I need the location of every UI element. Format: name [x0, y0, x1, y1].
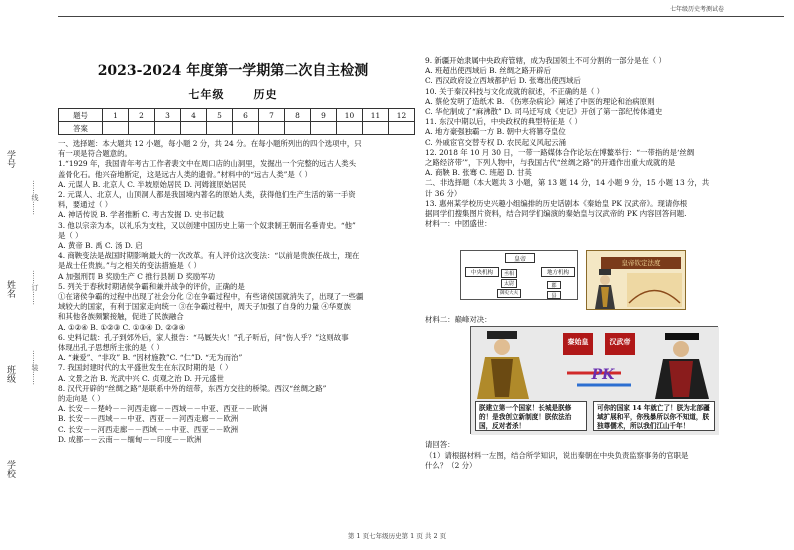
answer-cell[interactable] — [363, 122, 389, 135]
answer-table-answer-row — [59, 122, 415, 135]
diagram-official-commander: 太尉 — [501, 279, 517, 288]
header-text: 七年级历史考测试卷 — [669, 6, 724, 13]
exam-subtitle — [58, 86, 408, 102]
banner-decoration-icon — [627, 273, 682, 307]
answer-cell[interactable] — [259, 122, 285, 135]
exam-title: 2023-2024 年度第一学期第二次自主检测 — [97, 63, 369, 79]
grade-label: 七年级 — [188, 88, 225, 101]
left-text-line: A. 元谋人 B. 北京人 C. 半坡原始居民 D. 河姆渡原始居民 — [58, 179, 247, 189]
right-text-line: 材料一：中团盛世： — [425, 219, 492, 229]
right-text-line: 12. 2018 年 10 月 30 日，一带一路媒体合作论坛在博鳌举行：“一带指的是‘丝绸 — [425, 147, 695, 157]
margin-sep-line: ……线…… — [31, 180, 39, 215]
right-text-line: C. 华佗制成了“麻沸散” D. 司马迁写成《史记》开创了第一部纪传体通史 — [425, 107, 663, 117]
left-text-line: 和其他各族频繁接触，促进了民族融合 — [58, 312, 184, 322]
left-text-line: A. 长安－－楚岭－－河西走廊－－西域－－中亚、西亚－－欧洲 — [58, 404, 268, 414]
table-number: 11 — [363, 109, 389, 122]
left-text-line: 盖骨化石。他兴奋地断定，这是远古人类的遗骨。”材料中的“远古人类”是（ ） — [58, 169, 312, 179]
left-text-line: 1.“1929 年，我国青年考古工作者裴文中在周口店的山洞里，发掘出一个完整的远古人类头 — [58, 159, 357, 169]
margin-label-school: 学校 — [5, 460, 15, 478]
margin-label-student-no: 学号 — [5, 150, 15, 168]
banner-title: 皇帝钦定法度 — [601, 257, 681, 269]
left-text-line: 5. 列关于春秋时期诸侯争霸和兼并战争的评价，正确的是 — [58, 281, 245, 291]
answer-cell[interactable] — [285, 122, 311, 135]
left-text-line: D. 成都－－云南－－缅甸－－印度－－欧洲 — [58, 434, 202, 444]
table-number: 10 — [337, 109, 363, 122]
right-text-line: A. 蔡伦发明了造纸术 B. 《伤寒杂病论》阐述了中医的理论和治病原则 — [425, 96, 655, 106]
left-text-line: 料，要通过（ ） — [58, 200, 113, 210]
header-rule — [58, 16, 784, 17]
answer-cell[interactable] — [129, 122, 155, 135]
left-text-line: A. 文景之治 B. 光武中兴 C. 贞观之治 D. 开元盛世 — [58, 373, 224, 383]
left-text-line: A. 神话传说 B. 学者推断 C. 考古发掘 D. 史书记载 — [58, 210, 224, 220]
emperor-banner-image — [586, 250, 686, 310]
right-text-line: C. 外戚宦官交替专权 D. 农民起义风起云涌 — [425, 137, 567, 147]
margin-label-name: 姓名 — [5, 280, 15, 298]
table-number: 7 — [259, 109, 285, 122]
qin-emperor-label: 秦始皇 — [567, 337, 589, 346]
left-text-line: 6. 史料记载：孔子到郊外后，家人报告：“马厩失火！”孔子听后，问“伤人乎？”这则故事 — [58, 332, 349, 342]
table-number: 8 — [285, 109, 311, 122]
han-emperor-label: 汉武帝 — [609, 337, 631, 346]
table-number: 4 — [181, 109, 207, 122]
right-text-line: A. 班超出使西域后 B. 丝绸之路开辟后 — [425, 66, 551, 76]
right-text-line: C. 西汉政府设立西域都护后 D. 张骞出使西域后 — [425, 76, 581, 86]
right-text-line: 二、非选择题（本大题共 3 小题，第 13 题 14 分，14 小题 9 分，15 小题 13 分，共 — [425, 178, 710, 188]
left-text-line: A 加强刑罚 B 奖励生产 C 推行县制 D 奖励军功 — [58, 271, 216, 281]
right-text-line: 据同学们搜集图片资料，结合同学们编演的秦始皇与汉武帝的 PK 内容回答问题. — [425, 209, 687, 219]
right-text-line: 13. 惠州某学校历史兴趣小组编排的历史话剧本《秦始皇 PK 汉武帝》。现请你根 — [425, 198, 688, 208]
table-head-qno: 题号 — [59, 109, 103, 122]
qin-speech-bubble: 朕建立第一个国家！长城是朕修的！是我创立新制度！朕依法治国，反对者杀！ — [475, 401, 587, 431]
table-number: 3 — [155, 109, 181, 122]
table-number: 2 — [129, 109, 155, 122]
left-text-line: 是战士任贵族。”与之相关的变法措施是（ ） — [58, 261, 201, 271]
question-1: （1）请根据材料一左图，结合所学知识，说出秦朝在中央负责监察事务的官职是 — [425, 450, 689, 460]
question-block — [425, 440, 688, 472]
left-text-line: A. ①②④ B. ①②③ C. ①③④ D. ②③④ — [58, 322, 186, 332]
table-number: 5 — [207, 109, 233, 122]
binding-margin — [0, 20, 56, 535]
margin-label-class: 班级 — [5, 365, 15, 383]
left-text-line: 2. 元谋人、北京人，山顶洞人都是我国境内著名的原始人类，获得他们生产生活的第一手资 — [58, 190, 356, 200]
table-number: 12 — [389, 109, 415, 122]
left-text-line: 4. 商鞅变法是战国时期影响最大的一次改革。有人评价这次变法：“以前是贵族任战士，现在 — [58, 251, 360, 261]
left-text-line: ①在诸侯争霸的过程中出现了社会分化 ②在争霸过程中，有些诸侯国就消失了，出现了一些疆 — [58, 292, 364, 302]
answer-cell[interactable] — [389, 122, 415, 135]
right-text-line: 11. 东汉中期以后，中央政权的典型特征是（ ） — [425, 117, 582, 127]
table-number: 6 — [233, 109, 259, 122]
table-head-answer: 答案 — [59, 122, 103, 135]
bureaucracy-diagram — [460, 250, 578, 300]
left-text-line: A. 黄帝 B. 禹 C. 汤 D. 启 — [58, 241, 143, 251]
left-text-line: A. “兼爱”、“非攻” B. “因材施教”C. “仁”D. “无为而治” — [58, 353, 243, 363]
table-number: 9 — [311, 109, 337, 122]
answer-cell[interactable] — [103, 122, 129, 135]
question-1-cont: 什么？（2 分） — [425, 461, 477, 470]
diagram-local-prefecture: 郡 — [547, 281, 561, 289]
left-text-line: C. 长安－－河西走廊－－西域－－中亚、西亚－－欧洲 — [58, 424, 239, 434]
left-text-line: B. 长安－－西域－－中亚、西亚－－河西走廊－－欧洲 — [58, 414, 239, 424]
diagram-central-box: 中央机构 — [465, 267, 499, 277]
emperor-figure-icon — [591, 269, 619, 309]
right-text-line: 9. 新疆开始隶属中央政府管辖，成为我国领土不可分割的一部分是在（ ） — [425, 56, 666, 65]
left-text-line: 的走向是（ ） — [58, 394, 105, 404]
right-text-line: A. 商鞅 B. 张骞 C. 班超 D. 甘英 — [425, 168, 532, 178]
left-text-line: 是（ ） — [58, 230, 83, 240]
diagram-local-county: 县 — [547, 291, 561, 299]
answer-cell[interactable] — [337, 122, 363, 135]
answer-cell[interactable] — [181, 122, 207, 135]
left-text-line: 7. 我国封建时代的太平盛世发生在东汉时期的是（ ） — [58, 363, 233, 373]
han-speech-bubble: 可你的国家 14 年就亡了！朕为北部疆域扩展和平，你残暴所以你不知道，朕独尊儒术，所以我们江山千年！ — [593, 401, 715, 431]
answer-cell[interactable] — [155, 122, 181, 135]
emperor-pk-poster — [470, 326, 718, 434]
right-text-line: 计 36 分） — [425, 188, 462, 198]
right-text-line: A. 地方豪强独霸一方 B. 朝中大将篡夺皇位 — [425, 127, 566, 137]
answer-table — [58, 108, 415, 135]
margin-sep-ding: ……订…… — [31, 270, 39, 305]
left-text-line: 一、选择题：本大题共 12 小题，每小题 2 分，共 24 分。在每小题所列出的四个选项中，只 — [58, 139, 362, 148]
left-text-line: 体现出孔子思想所主张的是（ ） — [58, 343, 164, 353]
answer-cell[interactable] — [311, 122, 337, 135]
table-number: 1 — [103, 109, 129, 122]
right-column — [425, 56, 787, 229]
pk-label: PK — [591, 367, 615, 383]
right-text-line: 10. 关于秦汉科技与文化成就的叙述，不正确的是（ ） — [425, 86, 605, 96]
page-header — [0, 4, 794, 18]
page-footer: 第 1 页七年级历史第 1 页 共 2 页 — [347, 532, 447, 540]
diagram-official-chancellor: 丞相 — [501, 269, 517, 278]
material-two-label: 材料二：巅峰对决： — [425, 315, 492, 324]
diagram-official-censor: 御史大夫 — [497, 289, 521, 298]
diagram-local-box: 地方机构 — [541, 267, 575, 277]
question-prompt: 请回答： — [425, 440, 455, 449]
right-text-line: 之路经济带’”，下列人物中，与我国古代“丝绸之路”的开通作出重大成就的是 — [425, 158, 676, 168]
left-column — [58, 139, 410, 445]
answer-cell[interactable] — [233, 122, 259, 135]
left-text-line: 域较大的国家，有利于国家走向统一 ③在争霸过程中，周天子加强了自身的力量 ④华夏族 — [58, 302, 351, 312]
left-text-line: 有一项是符合题意的。 — [58, 149, 132, 159]
diagram-emperor-box: 皇帝 — [505, 253, 535, 263]
subject-label: 历史 — [253, 88, 278, 101]
left-text-line: 8. 汉代开辟的“丝绸之路”是联系中外的纽带，东西方交往的桥梁。西汉“丝绸之路” — [58, 383, 327, 393]
answer-cell[interactable] — [207, 122, 233, 135]
answer-table-number-row — [59, 109, 415, 122]
margin-sep-zhuang: ……装…… — [31, 350, 39, 385]
left-text-line: 3. 他以宗亲为本，以礼乐为支柱，又以创建中国历史上第一个奴隶制王朝而名垂青史。“他” — [58, 220, 356, 230]
